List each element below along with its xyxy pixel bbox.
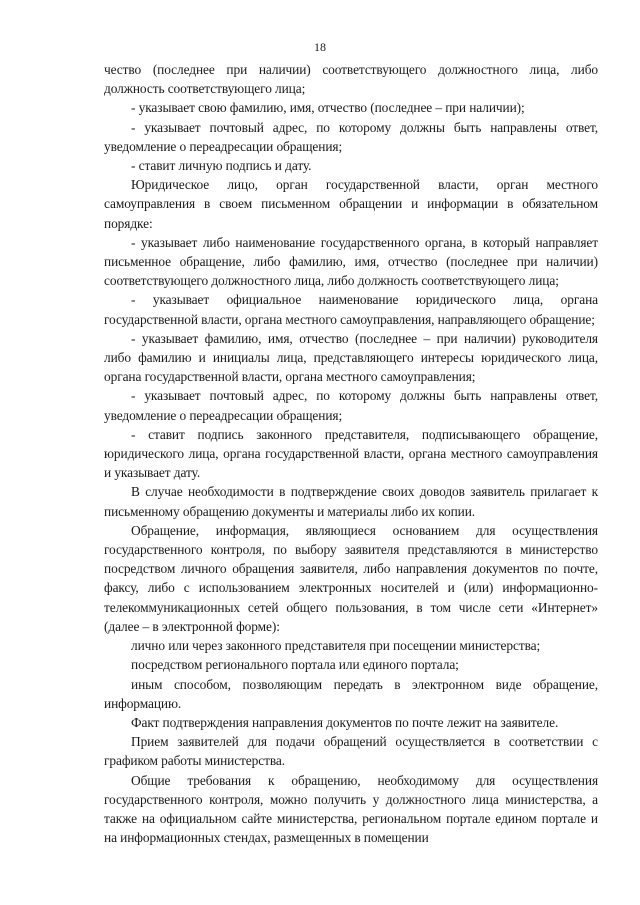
paragraph: Общие требования к обращению, необходимому для осуществления государственного контроля, можно получить у должностного лица министерства, а также на официальном сайте министерства, региональном портале едином портале и на информационных стендах, размещенных в помещении bbox=[104, 772, 598, 846]
paragraph: - указывает почтовый адрес, по которому должны быть направлены ответ, уведомление о переадресации обращения; bbox=[104, 388, 598, 423]
paragraph: Юридическое лицо, орган государственной власти, орган местного самоуправления в своем письменном обращении и информации в обязательном порядке: bbox=[104, 177, 598, 231]
paragraph: В случае необходимости в подтверждение своих доводов заявитель прилагает к письменному обращению документы и материалы либо их копии. bbox=[104, 484, 598, 519]
paragraph: лично или через законного представителя при посещении министерства; bbox=[131, 638, 541, 654]
document-body bbox=[104, 60, 598, 847]
paragraph: Факт подтверждения направления документов по почте лежит на заявителе. bbox=[131, 714, 559, 730]
paragraph: - указывает либо наименование государственного органа, в который направляет письменное обращение, либо фамилию, имя, отчество (последнее при наличии) соответствующего должностного лица, либо должность соответствующего лица; bbox=[104, 234, 598, 289]
paragraph: Обращение, информация, являющиеся основанием для осуществления государственного контроля, по выбору заявителя представляются в министерство посредством личного обращения заявителя, либо направления документов по почте, факсу, либо с использованием электронных носителей и (или) информационно-телекоммуникационных сетей общего пользования, в том числе сети «Интернет» (далее – в электронной форме): bbox=[104, 522, 598, 634]
paragraph: иным способом, позволяющим передать в электронном виде обращение, информацию. bbox=[104, 676, 598, 711]
paragraph: - ставит подпись законного представителя, подписывающего обращение, юридического лица, органа государственной власти, органа местного самоуправления и указывает дату. bbox=[104, 426, 598, 481]
paragraph: посредством регионального портала или единого портала; bbox=[131, 657, 459, 673]
paragraph: - указывает фамилию, имя, отчество (последнее – при наличии) руководителя либо фамилию и инициалы лица, представляющего интересы юридического лица, органа государственной власти, органа местного самоуправления; bbox=[104, 330, 598, 385]
paragraph: Прием заявителей для подачи обращений осуществляется в соответствии с графиком работы министерства. bbox=[104, 734, 598, 769]
paragraph: чество (последнее при наличии) соответствующего должностного лица, либо должность соответствующего лица; bbox=[104, 62, 598, 97]
page-number: 18 bbox=[314, 40, 326, 54]
paragraph: - ставит личную подпись и дату. bbox=[131, 158, 312, 174]
paragraph: - указывает официальное наименование юридического лица, органа государственной власти, органа местного самоуправления, направляющего обращение; bbox=[104, 292, 598, 327]
paragraph: - указывает почтовый адрес, по которому должны быть направлены ответ, уведомление о переадресации обращения; bbox=[104, 119, 598, 154]
paragraph: - указывает свою фамилию, имя, отчество (последнее – при наличии); bbox=[131, 100, 525, 116]
